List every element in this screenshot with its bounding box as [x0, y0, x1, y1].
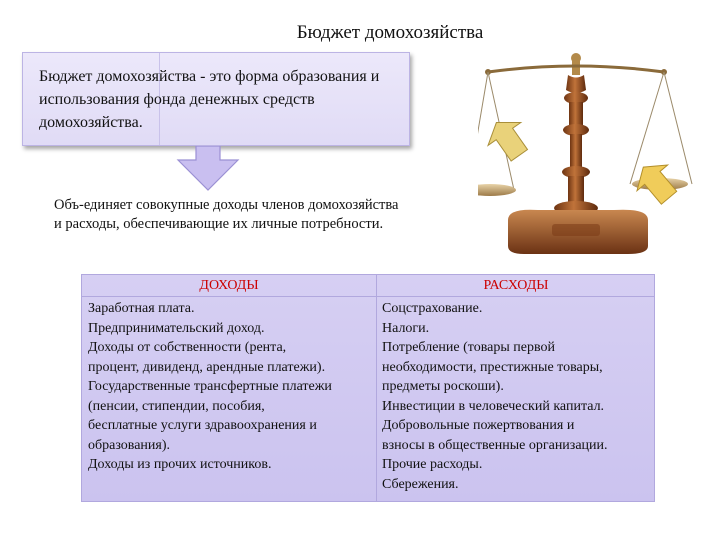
- income-item: Доходы из прочих источников.: [88, 457, 272, 472]
- balance-scales-illustration: [478, 50, 696, 262]
- expense-header: РАСХОДЫ: [483, 278, 549, 293]
- income-item: Доходы от собственности (рента,: [88, 340, 287, 355]
- expense-item: Сбережения.: [382, 476, 459, 492]
- page-title: Бюджет домохозяйства: [296, 22, 484, 43]
- income-item: образования).: [88, 437, 171, 453]
- income-item: процент, дивиденд, арендные платежи).: [88, 359, 326, 375]
- definition-text: Бюджет домохозяйства - это форма образования и использования фонда денежных средств домохозяйства.: [39, 68, 380, 131]
- expense-item: Прочие расходы.: [382, 457, 483, 472]
- expense-item: необходимости, престижные товары,: [382, 359, 603, 375]
- income-item: Заработная плата.: [88, 301, 195, 316]
- expense-item: Налоги.: [382, 320, 430, 336]
- down-arrow-icon: [176, 146, 240, 192]
- expense-item: Соцстрахование.: [382, 301, 483, 316]
- income-item: (пенсии, стипендии, пособия,: [88, 398, 265, 414]
- income-header: ДОХОДЫ: [199, 278, 259, 293]
- expense-item: взносы в общественные организации.: [382, 437, 608, 453]
- income-item: Государственные трансфертные платежи: [88, 379, 332, 394]
- income-expense-table: [81, 274, 655, 502]
- expense-item: Добровольные пожертвования и: [382, 418, 575, 433]
- expense-item: Потребление (товары первой: [382, 340, 555, 355]
- income-list: [88, 299, 378, 475]
- expense-item: предметы роскоши).: [382, 379, 504, 394]
- intro-text: Объ-единяет совокупные доходы членов домохозяйства и расходы, обеспечивающие их личные потребности.: [54, 197, 399, 232]
- expense-list: [382, 299, 654, 494]
- income-item: бесплатные услуги здравоохранения и: [88, 418, 317, 433]
- definition-box: [22, 52, 410, 146]
- expense-item: Инвестиции в человеческий капитал.: [382, 398, 605, 414]
- table-header-divider: [82, 296, 654, 297]
- income-item: Предпринимательский доход.: [88, 320, 265, 336]
